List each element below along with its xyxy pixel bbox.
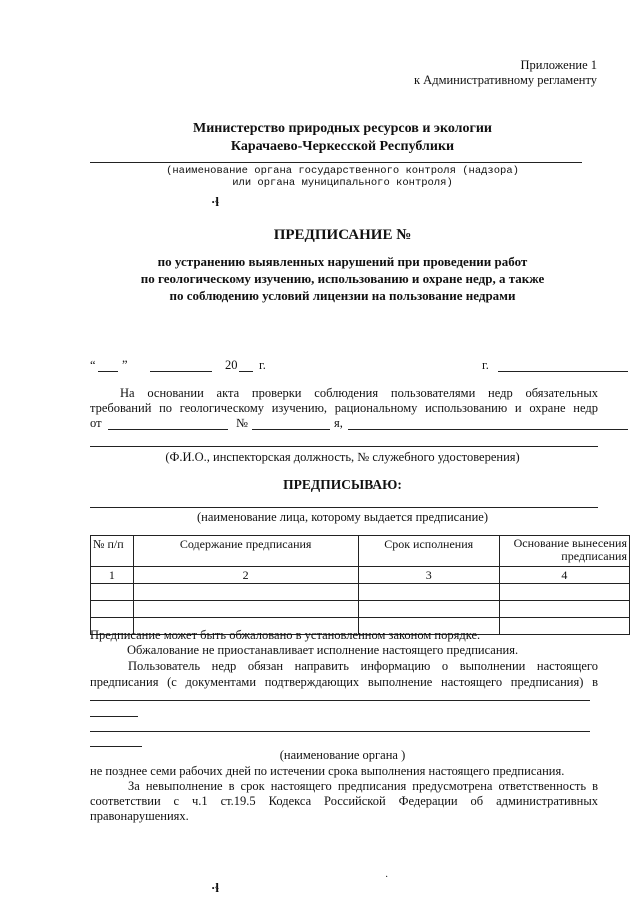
authority-caption-line-2: или органа муниципального контроля)	[232, 177, 453, 189]
table-cell	[91, 584, 134, 601]
table-cell	[358, 584, 499, 601]
order-subtitle-line-2: по геологическому изучению, использованию и охране недр, а также	[140, 271, 545, 286]
table-header-cell: Содержание предписания	[133, 536, 358, 567]
order-subtitle	[90, 253, 595, 304]
date-year-prefix: 20	[225, 358, 238, 372]
basis-ya-label: я,	[334, 416, 343, 430]
liability-line-1: За невыполнение в срок настоящего предписания предусмотрена ответственность в	[128, 779, 598, 793]
date-quote-open: “	[90, 358, 96, 372]
date-row	[90, 358, 96, 373]
basis-inspector-line	[348, 429, 628, 430]
basis-caption: (Ф.И.О., инспекторская должность, № служебного удостоверения)	[165, 450, 520, 464]
order-heading: ПРЕДПИСЫВАЮ:	[283, 477, 402, 492]
recipient-caption: (наименование лица, которому выдается предписание)	[196, 510, 489, 524]
authority-caption-line-1: (наименование органа государственного контроля (надзора)	[166, 165, 519, 177]
table-header-cell: Срок исполнения	[358, 536, 499, 567]
basis-date-line	[108, 429, 228, 430]
basis-num-label: №	[236, 416, 248, 430]
table-cell: 3	[358, 567, 499, 584]
city-prefix: г.	[482, 358, 489, 372]
scan-dot: ·	[385, 872, 389, 883]
table-cell: 2	[133, 567, 358, 584]
table-row	[91, 567, 630, 584]
appeal-note: Обжалование не приостанавливает исполнение настоящего предписания.	[127, 643, 519, 657]
liability-line-3: правонарушениях.	[90, 809, 189, 823]
organ-line-4	[90, 746, 142, 747]
table-header-cell: Основание вынесения предписания	[499, 536, 629, 567]
table-header-row	[91, 536, 630, 567]
table-cell: 1	[91, 567, 134, 584]
table-cell	[499, 584, 629, 601]
date-month-line	[150, 371, 212, 372]
organ-caption: (наименование органа )	[279, 748, 406, 762]
scan-mark: ·ɬ	[211, 194, 219, 209]
organ-line-3	[90, 731, 590, 732]
table-cell	[91, 601, 134, 618]
date-year-line	[239, 371, 253, 372]
table-cell: 4	[499, 567, 629, 584]
authority-underline	[90, 162, 582, 163]
order-table	[90, 535, 630, 635]
basis-inspector-line-2	[90, 446, 598, 447]
report-text-line-2: предписания (с документами подтверждающих выполнение настоящего предписания) в	[90, 675, 598, 689]
basis-num-line	[252, 429, 330, 430]
organ-line-2	[90, 716, 138, 717]
table-header-cell: № п/п	[91, 536, 134, 567]
appeal-text: Предписание может быть обжаловано в установленном законом порядке.	[90, 628, 481, 642]
table-cell	[133, 584, 358, 601]
recipient-line	[90, 507, 598, 508]
basis-line-2: требований по геологическому изучению, рациональному использованию и охране недр	[90, 401, 598, 415]
authority-name	[90, 120, 595, 156]
basis-line-1: На основании акта проверки соблюдения пользователями недр обязательных	[120, 386, 598, 400]
date-day-line	[98, 371, 118, 372]
order-subtitle-line-3: по соблюдению условий лицензии на пользование недрами	[169, 288, 516, 303]
table-cell	[499, 601, 629, 618]
deadline-text: не позднее семи рабочих дней по истечении срока выполнения настоящего предписания.	[90, 764, 565, 778]
table-cell	[499, 618, 629, 635]
city-line	[498, 371, 628, 372]
appendix-line-1: Приложение 1	[520, 58, 597, 72]
date-year-suffix: г.	[259, 358, 266, 372]
appendix-header	[414, 58, 597, 88]
appendix-line-2: к Административному регламенту	[413, 73, 597, 87]
authority-caption	[90, 165, 595, 189]
basis-from-label: от	[90, 416, 102, 430]
table-row	[91, 601, 630, 618]
table-row	[91, 584, 630, 601]
order-title: ПРЕДПИСАНИЕ №	[273, 227, 412, 243]
table-cell	[358, 601, 499, 618]
authority-name-line-1: Министерство природных ресурсов и экологии	[192, 121, 492, 136]
table-cell	[133, 601, 358, 618]
organ-line-1	[90, 700, 590, 701]
scan-mark: ·ɬ	[211, 880, 219, 895]
authority-name-line-2: Карачаево-Черкесской Республики	[230, 139, 455, 154]
date-quote-close: ”	[122, 358, 128, 372]
order-subtitle-line-1: по устранению выявленных нарушений при проведении работ	[157, 254, 528, 269]
report-text-line-1: Пользователь недр обязан направить информацию о выполнении настоящего	[128, 659, 598, 673]
liability-line-2: соответствии с ч.1 ст.19.5 Кодекса Российской Федерации об административных	[90, 794, 598, 808]
